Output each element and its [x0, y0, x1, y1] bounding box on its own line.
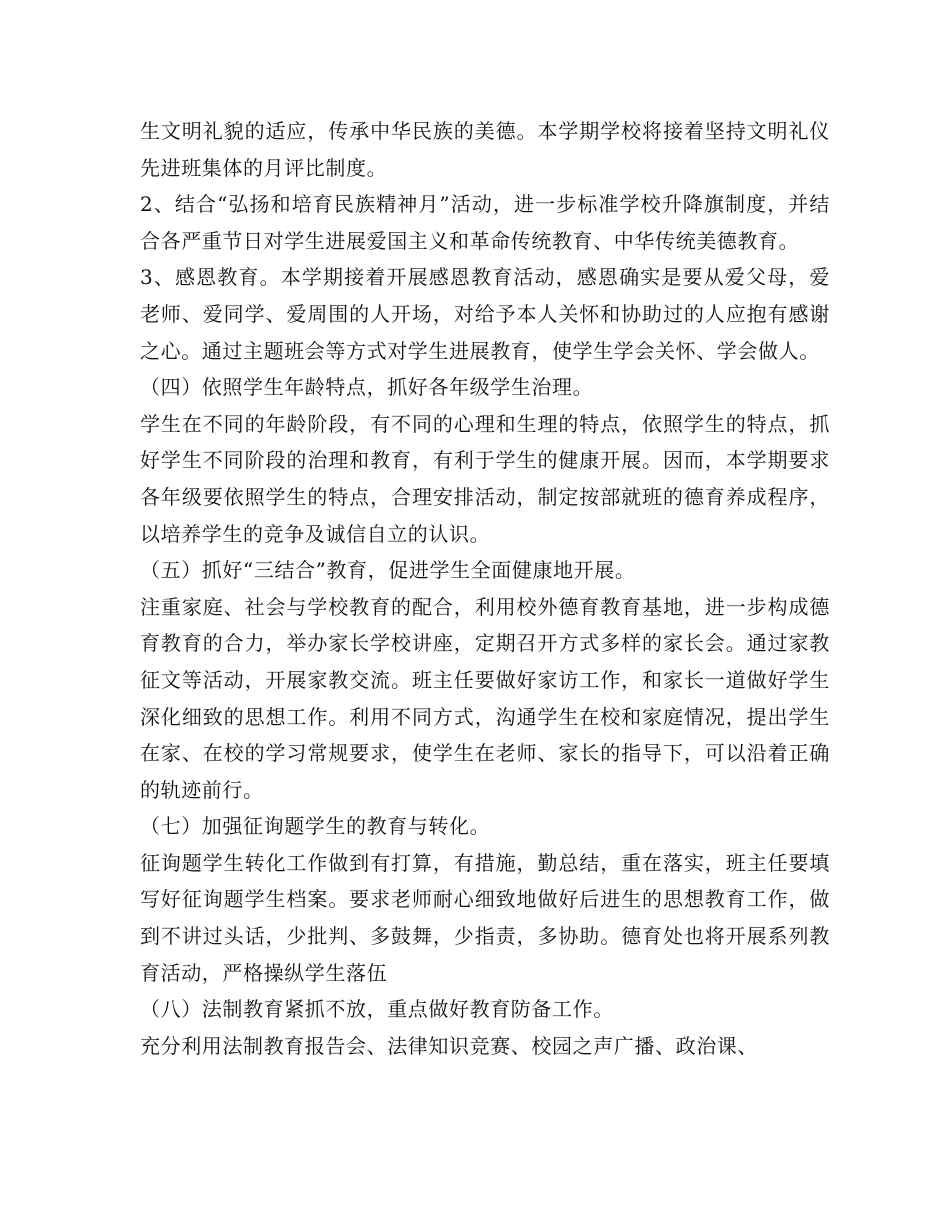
section-heading-8: （八）法制教育紧抓不放，重点做好教育防备工作。	[140, 997, 614, 1022]
paragraph-legal-education: 充分利用法制教育报告会、法律知识竞赛、校园之声广播、政治课、	[140, 1033, 758, 1058]
paragraph-three-combination: 注重家庭、社会与学校教育的配合，利用校外德育教育基地，进一步构成德育教育的合力，举办家长学校讲座，定期召开方式多样的家长会。通过家教征文等活动，开展家教交流。班主任要做好家访工作，和家长一道做好学生深化细致的思想工作。利用不同方式，沟通学生在校和家庭情况，提出学生在家、在校的学习常规要求，使学生在老师、家长的指导下，可以沿着正确的轨迹前行。	[140, 594, 830, 802]
paragraph-item-2-national-spirit: 2、结合“弘扬和培育民族精神月”活动，进一步标准学校升降旗制度，并结合各严重节日对学生进展爱国主义和革命传统教育、中华传统美德教育。	[140, 192, 830, 253]
document-body	[140, 113, 830, 1064]
paragraph-civility-continuation: 生文明礼貌的适应，传承中华民族的美德。本学期学校将接着坚持文明礼仪先进班集体的月评比制度。	[140, 119, 830, 180]
section-heading-4: （四）依照学生年龄特点，抓好各年级学生治理。	[140, 375, 594, 400]
paragraph-age-characteristics: 学生在不同的年龄阶段，有不同的心理和生理的特点，依照学生的特点，抓好学生不同阶段的治理和教育，有利于学生的健康开展。因而，本学期要求各年级要依照学生的特点，合理安排活动，制定按部就班的德育养成程序，以培养学生的竞争及诚信自立的认识。	[140, 411, 830, 546]
section-heading-5: （五）抓好“三结合”教育，促进学生全面健康地开展。	[140, 558, 636, 583]
paragraph-item-3-gratitude: 3、感恩教育。本学期接着开展感恩教育活动，感恩确实是要从爱父母，爱老师、爱同学、爱周围的人开场，对给予本人关怀和协助过的人应抱有感谢之心。通过主题班会等方式对学生进展教育，使学生学会关怀、学会做人。	[140, 265, 830, 363]
paragraph-problem-students: 征询题学生转化工作做到有打算，有措施，勤总结，重在落实，班主任要填写好征询题学生档案。要求老师耐心细致地做好后进生的思想教育工作，做到不讲过头话，少批判、多鼓舞，少指责，多协助。德育处也将开展系列教育活动，严格操纵学生落伍	[140, 850, 830, 985]
section-heading-7: （七）加强征询题学生的教育与转化。	[140, 814, 491, 839]
